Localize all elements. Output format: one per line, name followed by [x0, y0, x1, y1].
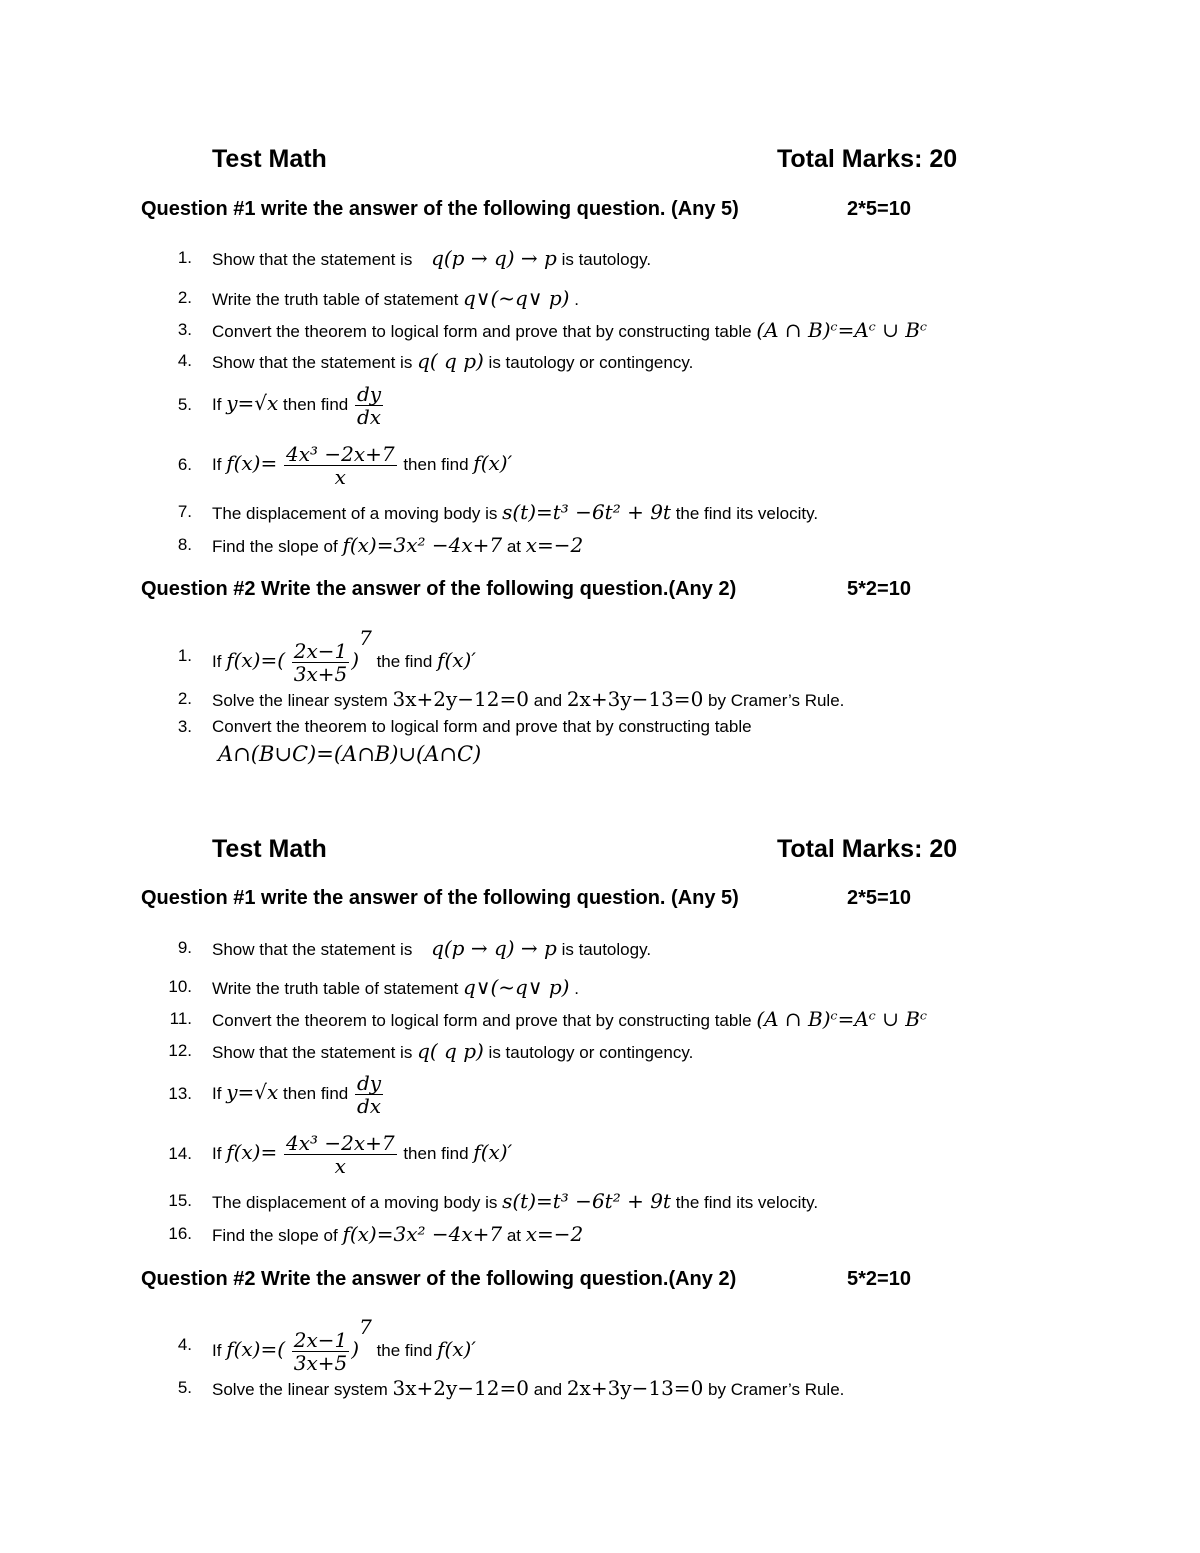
item-text-after: by Cramer’s Rule. [708, 1380, 845, 1399]
math-expression-2: 2x+3y−13=0 [566, 1376, 704, 1400]
math-expression: q∨(~q∨ p) [463, 975, 570, 999]
item-text-middle: the find [376, 652, 433, 671]
math-expression: f(x)=3x² −4x+7 [342, 1222, 503, 1246]
item-number: 14. [168, 1144, 192, 1163]
math-expression: 3x+2y−12=0 [392, 687, 529, 711]
item-text-middle: at [506, 1226, 522, 1245]
item-number: 8. [177, 535, 192, 554]
fraction [355, 1072, 383, 1117]
fraction-numerator: 4x³ −2x+7 [285, 1131, 395, 1155]
fraction [292, 1329, 350, 1374]
fraction [292, 640, 350, 685]
math-expression: (A ∩ B)ᶜ=Aᶜ ∪ Bᶜ [756, 318, 928, 342]
fraction-denominator: dx [356, 1094, 382, 1118]
item-text: Solve the linear system [212, 691, 388, 710]
math-expression-2: x=−2 [525, 533, 584, 557]
item-body [212, 1224, 583, 1246]
item-text-after: the find its velocity. [675, 504, 819, 523]
total-marks: Total Marks: 20 [777, 835, 958, 863]
math-expression: (A ∩ B)ᶜ=Aᶜ ∪ Bᶜ [756, 1007, 928, 1031]
item-text: Convert the theorem to logical form and prove that by constructing table [212, 1011, 752, 1030]
item-text: Write the truth table of statement [212, 290, 459, 309]
math-expression: f(x)=( [226, 648, 286, 672]
item-text: The displacement of a moving body is [212, 504, 498, 523]
math-expression: q( q p) [417, 1039, 484, 1063]
item-number: 10. [168, 977, 192, 996]
fraction-numerator: dy [356, 382, 382, 406]
item-body: If f(x)=( $\frac{2x-1}{3x+5}$ )$^7$ the find f(x)′ [212, 626, 476, 687]
fraction-numerator: 2x−1 [293, 639, 348, 664]
item-text-after: . [574, 979, 579, 998]
item-body [212, 383, 385, 428]
item-text-after: is tautology. [561, 250, 652, 269]
item-number: 13. [168, 1084, 192, 1103]
item-text-middle: and [533, 691, 563, 710]
item-body [212, 1072, 385, 1117]
item-text: If [212, 454, 222, 474]
fraction-numerator: 4x³ −2x+7 [285, 442, 395, 466]
item-body [212, 1191, 818, 1213]
fraction [355, 383, 383, 428]
math-expression: s(t)=t³ −6t² + 9t [502, 500, 671, 524]
item-text-middle: then find [403, 1143, 469, 1163]
item-body [212, 288, 579, 310]
math-expression: A∩(B∪C)=(A∩B)∪(A∩C) [218, 742, 482, 766]
item-body [212, 689, 844, 711]
item-body [212, 1132, 512, 1177]
math-expression: y=√x [226, 1079, 279, 1104]
item-number: 2. [177, 288, 192, 307]
exponent: 7 [359, 626, 372, 650]
item-body [212, 1378, 844, 1400]
item-body [212, 351, 693, 373]
item-text-after: the find its velocity. [675, 1193, 819, 1212]
item-body [212, 320, 927, 342]
item-number: 3. [177, 320, 192, 339]
item-number: 6. [177, 455, 192, 474]
item-body [212, 1009, 927, 1031]
item-number: 4. [177, 351, 192, 370]
item-text-after: by Cramer’s Rule. [708, 691, 845, 710]
math-expression-2: x=−2 [525, 1222, 584, 1246]
item-number: 3. [177, 717, 192, 736]
math-expression: q∨(~q∨ p) [463, 286, 570, 310]
math-expression: q( q p) [417, 349, 484, 373]
total-marks: Total Marks: 20 [777, 145, 958, 173]
item-text-after: is tautology. [561, 940, 652, 959]
item-text: If [212, 394, 222, 414]
question-heading-text: Question #2 Write the answer of the following question.(Any 2) [141, 1268, 737, 1290]
item-body [212, 443, 512, 488]
item-text: Find the slope of [212, 537, 338, 556]
item-number: 4. [177, 1335, 192, 1354]
item-text: If [212, 652, 222, 671]
item-number: 7. [177, 502, 192, 521]
math-expression: s(t)=t³ −6t² + 9t [502, 1189, 671, 1213]
item-number: 15. [168, 1191, 192, 1210]
item-text-middle: and [533, 1380, 563, 1399]
fraction-denominator: dx [356, 405, 382, 429]
item-text: Convert the theorem to logical form and prove that by constructing table [212, 717, 752, 736]
math-expression-2: f(x)′ [473, 450, 513, 475]
math-expression: f(x)= [226, 1139, 278, 1164]
item-number: 1. [177, 646, 192, 665]
item-number: 9. [177, 938, 192, 957]
item-text: If [212, 1341, 222, 1360]
question-heading-text: Question #1 write the answer of the following question. (Any 5) [141, 887, 739, 909]
item-text-after: is tautology or contingency. [488, 353, 694, 372]
item-number: 5. [177, 1378, 192, 1397]
item-number: 11. [169, 1009, 192, 1028]
item-text: Show that the statement is [212, 1043, 413, 1062]
math-expression: f(x)=( [226, 1337, 286, 1361]
test-title: Test Math [212, 835, 327, 863]
math-expression-2: f(x)′ [437, 1337, 476, 1361]
item-text-middle: then find [283, 394, 349, 414]
fraction-denominator: x [334, 1154, 346, 1178]
item-number: 2. [177, 689, 192, 708]
math-expression: 3x+2y−12=0 [392, 1376, 529, 1400]
exponent: 7 [359, 1315, 372, 1339]
item-text: Convert the theorem to logical form and prove that by constructing table [212, 322, 752, 341]
item-text: Show that the statement is [212, 353, 413, 372]
item-body [212, 717, 752, 737]
item-text-middle: the find [376, 1341, 433, 1360]
item-number: 12. [168, 1041, 192, 1060]
question-marks: 2*5=10 [847, 887, 911, 909]
item-body [212, 248, 651, 270]
item-body [212, 977, 579, 999]
item-number: 1. [177, 248, 192, 267]
item-text: Solve the linear system [212, 1380, 388, 1399]
item-text-after: is tautology or contingency. [488, 1043, 694, 1062]
question-marks: 2*5=10 [847, 198, 911, 220]
fraction-denominator: 3x+5 [293, 1351, 348, 1376]
math-expression: f(x)= [226, 450, 278, 475]
math-expression: y=√x [226, 390, 279, 415]
item-body [212, 1041, 693, 1063]
item-text-middle: then find [403, 454, 469, 474]
item-number: 5. [177, 395, 192, 414]
item-text: Show that the statement is [212, 940, 413, 959]
fraction-denominator: 3x+5 [293, 662, 348, 687]
math-expression: q(p → q) → p [431, 246, 557, 270]
item-text: Show that the statement is [212, 250, 413, 269]
item-body [212, 535, 583, 557]
math-expression-2: f(x)′ [437, 648, 476, 672]
fraction-denominator: x [334, 465, 346, 489]
item-number: 16. [168, 1224, 192, 1243]
item-body [212, 502, 818, 524]
item-text-middle: at [506, 537, 522, 556]
item-text: The displacement of a moving body is [212, 1193, 498, 1212]
fraction-numerator: dy [356, 1071, 382, 1095]
item-body: If f(x)=( $\frac{2x-1}{3x+5}$ )$^7$ the find f(x)′ [212, 1315, 476, 1376]
fraction-numerator: 2x−1 [293, 1328, 348, 1353]
question-marks: 5*2=10 [847, 578, 911, 600]
question-marks: 5*2=10 [847, 1268, 911, 1290]
question-heading-text: Question #1 write the answer of the following question. (Any 5) [141, 198, 739, 220]
fraction [284, 1132, 397, 1177]
question-heading-text: Question #2 Write the answer of the following question.(Any 2) [141, 578, 737, 600]
item-body [212, 938, 651, 960]
item-text-middle: then find [283, 1083, 349, 1103]
math-expression: f(x)=3x² −4x+7 [342, 533, 503, 557]
item-text: Write the truth table of statement [212, 979, 459, 998]
math-expression: q(p → q) → p [431, 936, 557, 960]
fraction [284, 443, 397, 488]
math-expression-2: f(x)′ [473, 1139, 513, 1164]
item-text-after: . [574, 290, 579, 309]
item-text: If [212, 1143, 222, 1163]
test-title: Test Math [212, 145, 327, 173]
math-expression-2: 2x+3y−13=0 [566, 687, 704, 711]
item-text: Find the slope of [212, 1226, 338, 1245]
item-text: If [212, 1083, 222, 1103]
